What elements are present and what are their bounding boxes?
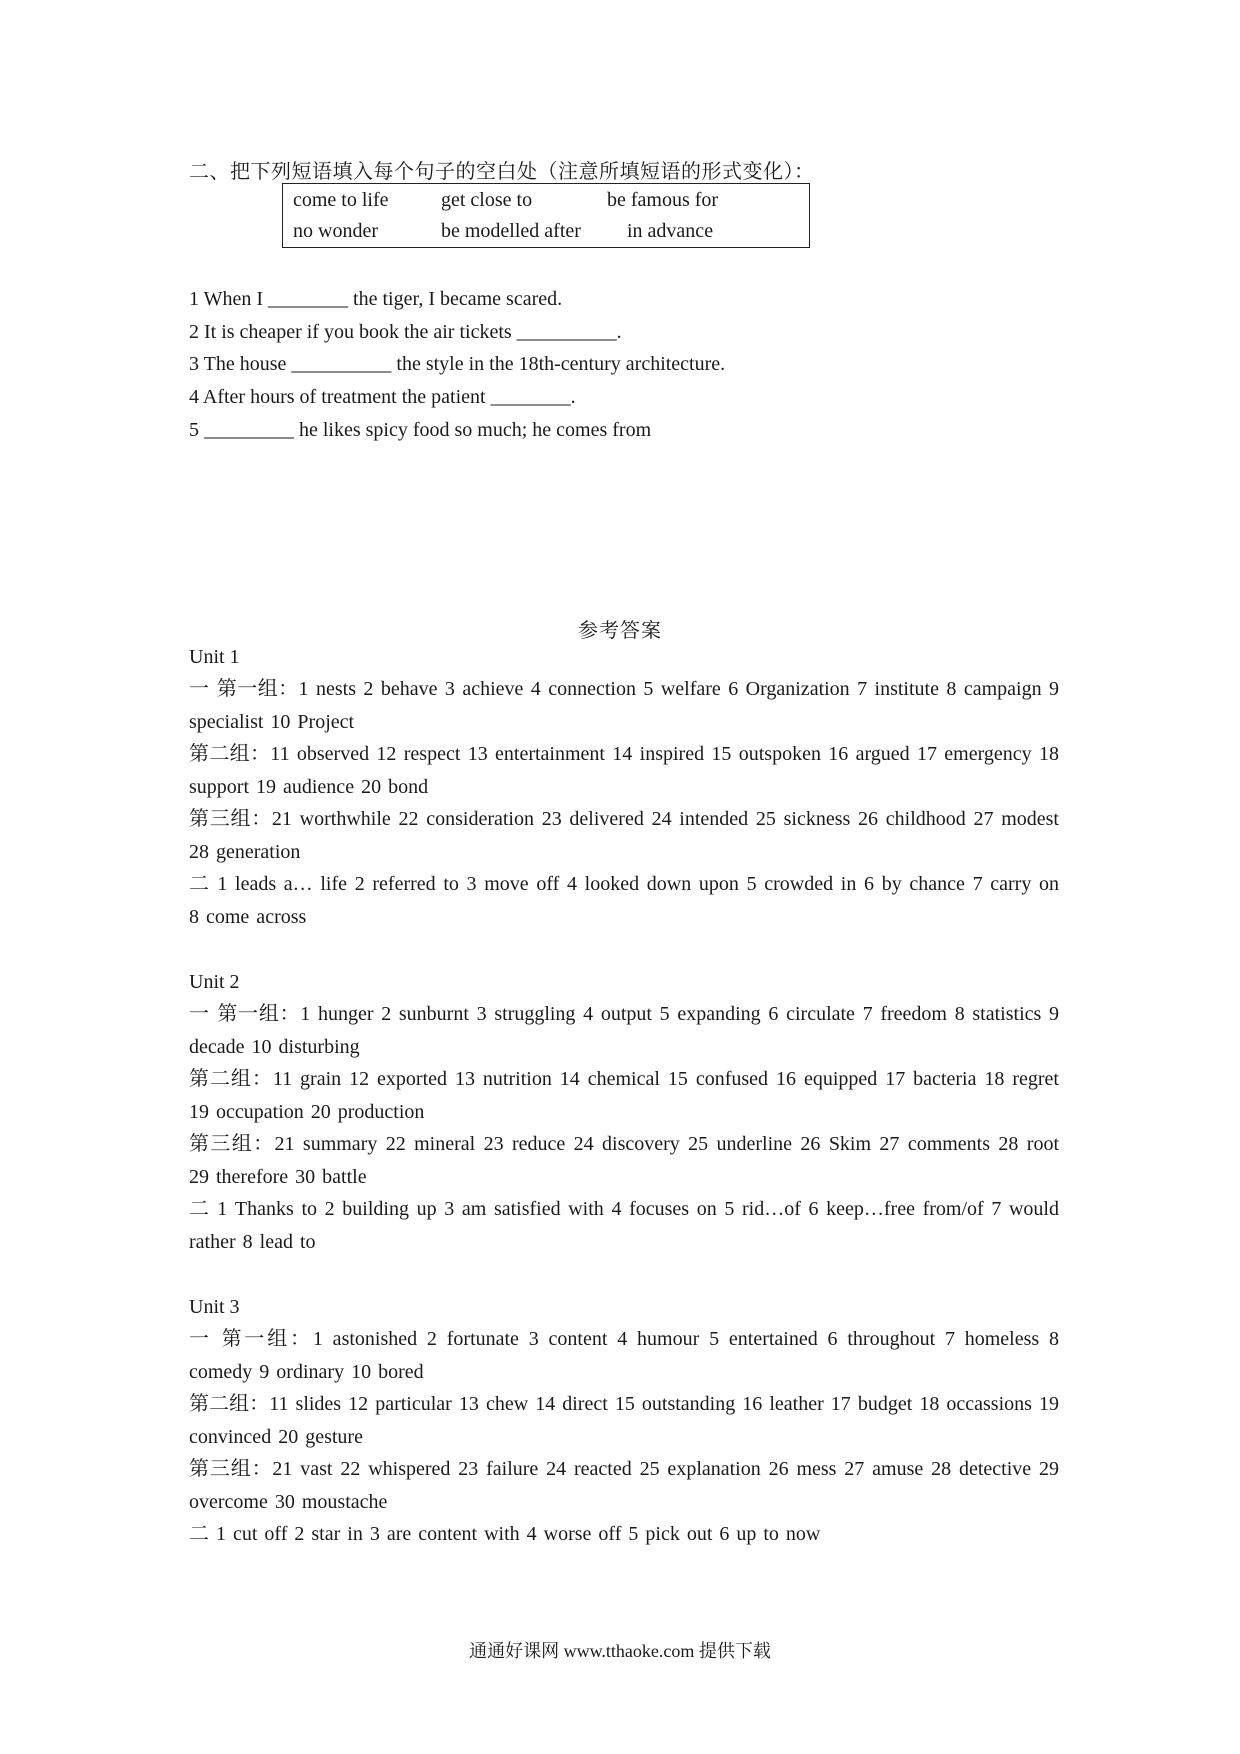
unit-title: Unit 2 xyxy=(189,971,240,993)
phrase: be famous for xyxy=(607,189,719,211)
exercise-heading: 二、把下列短语填入每个句子的空白处（注意所填短语的形式变化）： xyxy=(189,161,815,183)
unit-title: Unit 1 xyxy=(189,646,240,668)
answer-paragraph: 一 第一组：1 nests 2 behave 3 achieve 4 connection 5 welfare 6 Organization 7 institute 8 campaign 9 specialist 10 Project xyxy=(189,678,1059,733)
answer-paragraph: 二 1 cut off 2 star in 3 are content with 4 worse off 5 pick out 6 up to now xyxy=(189,1523,821,1545)
answer-paragraph: 二 1 leads a… life 2 referred to 3 move off 4 looked down upon 5 crowded in 6 by chance 7 carry on 8 come across xyxy=(189,873,1059,928)
unit-title: Unit 3 xyxy=(189,1296,240,1318)
phrase: no wonder xyxy=(293,220,378,242)
phrase-box xyxy=(282,183,810,248)
sentence: 4 After hours of treatment the patient ________. xyxy=(189,386,576,408)
phrase: get close to xyxy=(441,189,533,211)
phrase: be modelled after xyxy=(441,220,581,242)
sentence: 1 When I ________ the tiger, I became scared. xyxy=(189,288,563,310)
page-footer: 通通好课网 www.tthaoke.com 提供下载 xyxy=(469,1641,771,1661)
sentence: 5 _________ he likes spicy food so much; he comes from xyxy=(189,419,652,441)
answer-paragraph: 第二组：11 observed 12 respect 13 entertainment 14 inspired 15 outspoken 16 argued 17 emergency 18 support 19 audience 20 bond xyxy=(189,743,1059,798)
answer-paragraph: 第三组：21 worthwhile 22 consideration 23 delivered 24 intended 25 sickness 26 childhood 27 modest 28 generation xyxy=(189,808,1059,863)
answer-paragraph: 第二组：11 grain 12 exported 13 nutrition 14 chemical 15 confused 16 equipped 17 bacteria 18 regret 19 occupation 20 production xyxy=(189,1068,1059,1123)
answer-paragraph: 二 1 Thanks to 2 building up 3 am satisfied with 4 focuses on 5 rid…of 6 keep…free from/of 7 would rather 8 lead to xyxy=(189,1198,1059,1253)
answer-paragraph: 一 第一组：1 astonished 2 fortunate 3 content 4 humour 5 entertained 6 throughout 7 homeless 8 comedy 9 ordinary 10 bored xyxy=(189,1328,1059,1383)
answers-title: 参考答案 xyxy=(578,620,662,642)
phrase: in advance xyxy=(627,220,714,242)
sentence: 2 It is cheaper if you book the air tickets __________. xyxy=(189,321,622,343)
answer-paragraph: 第二组：11 slides 12 particular 13 chew 14 direct 15 outstanding 16 leather 17 budget 18 occassions 19 convinced 20 gesture xyxy=(189,1393,1059,1448)
sentence: 3 The house __________ the style in the 18th-century architecture. xyxy=(189,353,726,375)
phrase: come to life xyxy=(293,189,389,211)
answer-paragraph: 一 第一组：1 hunger 2 sunburnt 3 struggling 4 output 5 expanding 6 circulate 7 freedom 8 statistics 9 decade 10 disturbing xyxy=(189,1003,1059,1058)
answer-paragraph: 第三组：21 summary 22 mineral 23 reduce 24 discovery 25 underline 26 Skim 27 comments 28 root 29 therefore 30 battle xyxy=(189,1133,1059,1188)
answer-paragraph: 第三组：21 vast 22 whispered 23 failure 24 reacted 25 explanation 26 mess 27 amuse 28 detective 29 overcome 30 moustache xyxy=(189,1458,1059,1513)
